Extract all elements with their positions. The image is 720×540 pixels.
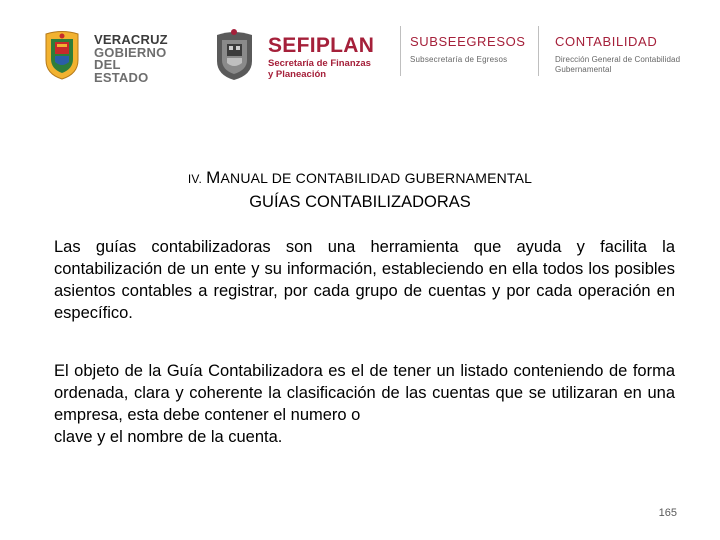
sefiplan-subtitle-line1: Secretaría de Finanzas [268, 58, 371, 69]
contabilidad-subtitle-line2: Gubernamental [555, 64, 612, 74]
contabilidad-block [555, 34, 680, 74]
header-divider [400, 26, 401, 76]
page-number: 165 [658, 507, 677, 519]
sefiplan-title: SEFIPLAN [268, 34, 375, 57]
veracruz-logo [42, 30, 172, 85]
header-divider [538, 26, 539, 76]
section-subtitle: GUÍAS CONTABILIZADORAS [249, 193, 471, 211]
subsecretaria-subtitle: Subsecretaría de Egresos [410, 55, 508, 64]
sefiplan-subtitle [268, 58, 371, 80]
subsecretaria-title: SUBSEEGRESOS [410, 34, 526, 49]
section-title [0, 168, 720, 188]
veracruz-line2: GOBIERNO [94, 44, 167, 60]
veracruz-wordmark [94, 34, 172, 84]
sefiplan-shield-icon [212, 27, 257, 81]
contabilidad-title: CONTABILIDAD [555, 34, 658, 49]
contabilidad-subtitle-line1: Dirección General de Contabilidad [555, 55, 681, 64]
paragraph-2 [54, 360, 675, 448]
veracruz-line3: DEL ESTADO [94, 57, 149, 85]
subsecretaria-block [410, 34, 526, 64]
section-title-rest: ANUAL DE CONTABILIDAD GUBERNAMENTAL [220, 170, 533, 186]
paragraph-2-part1: El objeto de la Guía Contabilizadora es el de tener un listado conteniendo de forma ordenada, clara y coherente la clasificación de las cuentas que se utilizaran en una empresa, esta debe contener el numero o [54, 362, 675, 424]
contabilidad-subtitle [555, 55, 680, 74]
section-roman: IV. [187, 172, 202, 186]
veracruz-line1: VERACRUZ [94, 32, 168, 47]
paragraph-2-part2: clave y el nombre de la cuenta. [54, 428, 283, 446]
paragraph-1: Las guías contabilizadoras son una herramienta que ayuda y facilita la contabilización de un ente y su información, estableciendo en ella todos los posibles asientos contables a registrar, por cada grupo de cuentas y por cada operación en específico. [54, 238, 675, 322]
sefiplan-logo [212, 27, 387, 83]
veracruz-shield-icon [42, 30, 82, 80]
sefiplan-subtitle-line2: y Planeación [268, 69, 327, 80]
section-initial: M [206, 168, 221, 187]
